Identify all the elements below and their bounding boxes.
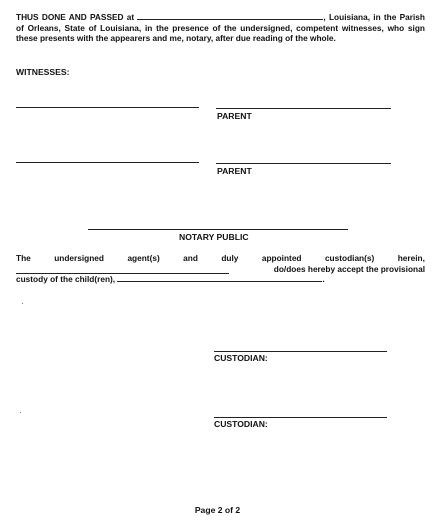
clause-word: The	[16, 253, 31, 263]
custodian-name-blank[interactable]	[16, 266, 229, 274]
clause-word: duly	[221, 253, 239, 263]
parent-signature-line-2[interactable]	[216, 163, 391, 164]
witness-signature-line-2[interactable]	[16, 162, 199, 163]
closing-text-rest: Parish of Orleans, State of Louisiana, in the presence of the undersigned, competent witnesses, who sign these presents with the appearers and me, notary, after due reading of the whole.	[16, 12, 425, 44]
scan-speck	[22, 303, 23, 304]
parent-signature-line-1[interactable]	[216, 108, 391, 109]
closing-text-louisiana: , Louisiana, in the	[323, 12, 397, 22]
closing-text-start: THUS DONE AND PASSED at	[16, 12, 135, 22]
custodian-clause-line-3	[16, 274, 425, 285]
parent-label-2: PARENT	[217, 166, 252, 176]
custodian-signature-line-1[interactable]	[214, 351, 387, 352]
custodian-signature-line-2[interactable]	[214, 417, 387, 418]
clause-custody-text: custody of the child(ren),	[16, 274, 116, 285]
closing-paragraph	[16, 12, 425, 44]
parent-label-1: PARENT	[217, 111, 252, 121]
child-name-blank[interactable]	[117, 274, 325, 285]
witness-signature-line-1[interactable]	[16, 107, 199, 108]
location-blank[interactable]	[137, 12, 323, 20]
custodian-clause-line-1	[16, 253, 425, 264]
witnesses-label: WITNESSES:	[16, 67, 70, 77]
clause-word: appointed	[261, 253, 302, 263]
custodian-label-1: CUSTODIAN:	[214, 353, 268, 363]
custodian-clause-line-2	[16, 264, 425, 275]
clause-word: undersigned	[54, 253, 104, 263]
scan-speck	[20, 412, 21, 413]
notary-public-label: NOTARY PUBLIC	[179, 232, 249, 242]
notary-signature-line[interactable]	[88, 229, 348, 230]
clause-word: custodian(s)	[324, 253, 375, 263]
clause-word: and	[183, 253, 198, 263]
clause-accept-text: do/does hereby accept the provisional	[273, 263, 425, 274]
clause-word: agent(s)	[127, 253, 160, 263]
clause-period: .	[322, 274, 325, 285]
page-number: Page 2 of 2	[194, 505, 241, 515]
custodian-label-2: CUSTODIAN:	[214, 419, 268, 429]
clause-word: herein,	[397, 253, 425, 263]
custodian-clause	[16, 253, 425, 285]
